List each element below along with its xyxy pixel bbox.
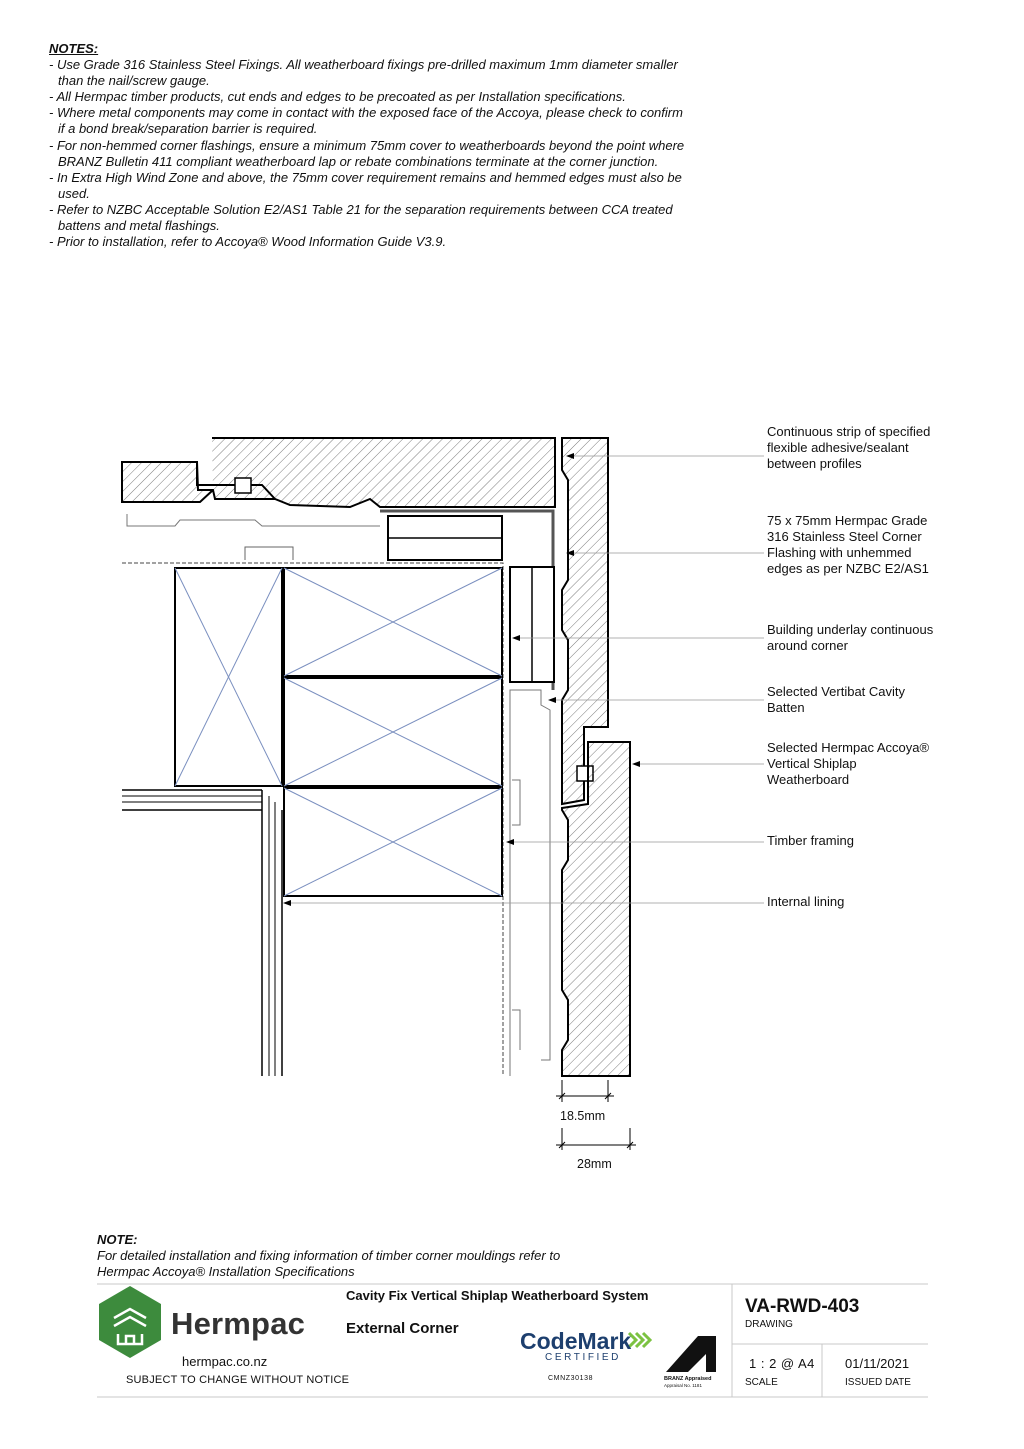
system-title: Cavity Fix Vertical Shiplap Weatherboard System	[346, 1288, 649, 1303]
website-link[interactable]: hermpac.co.nz	[182, 1354, 268, 1369]
dimension-18-5mm: 18.5mm	[560, 1109, 606, 1123]
codemark-number: CMNZ30138	[548, 1375, 594, 1382]
note-item: - Use Grade 316 Stainless Steel Fixings. All weatherboard fixings pre-drilled maximum 1mm diameter smaller than the nail/screw gauge.	[49, 57, 678, 89]
note-item: - In Extra High Wind Zone and above, the 75mm cover requirement remains and hemmed edges must also be used.	[49, 169, 682, 201]
codemark-chevrons-icon	[629, 1333, 650, 1347]
codemark-certified: CERTIFIED	[545, 1352, 621, 1363]
note-item: - Refer to NZBC Acceptable Solution E2/AS1 Table 21 for the separation requirements between CCA treated battens and metal flashings.	[49, 201, 673, 234]
note-item: - For non-hemmed corner flashings, ensure a minimum 75mm cover to weatherboards beyond the point where BRANZ Bulletin 411 compliant weatherboard lap or rebate combinations terminate at the corner junction.	[49, 137, 685, 169]
callout-cavity-batten: Selected Vertibat Cavity Batten	[767, 684, 906, 715]
issued-date-value: 01/11/2021	[845, 1356, 910, 1371]
note-line: Hermpac Accoya® Installation Specifications	[97, 1264, 355, 1280]
branz-logo-icon	[666, 1336, 716, 1372]
hermpac-logo	[99, 1286, 161, 1358]
issued-date-label: ISSUED DATE	[845, 1377, 911, 1388]
fixing-square	[235, 478, 251, 493]
callout-internal-lining: Internal lining	[767, 894, 845, 909]
callout-weatherboard: Selected Hermpac Accoya® Vertical Shiplap Weatherboard	[767, 740, 930, 787]
notes-heading: NOTES:	[49, 41, 99, 56]
dimension-28mm: 28mm	[577, 1157, 612, 1171]
branz-number: Appraisal No. 1181	[664, 1383, 702, 1388]
sheet-title: External Corner	[346, 1320, 459, 1337]
branz-label: BRANZ Appraised	[664, 1376, 712, 1382]
callout-building-underlay: Building underlay continuous around corner	[767, 622, 934, 653]
drawing-number: VA-RWD-403	[745, 1296, 860, 1317]
callout-timber-framing: Timber framing	[767, 833, 854, 848]
internal-lining	[122, 790, 282, 1076]
subject-notice: SUBJECT TO CHANGE WITHOUT NOTICE	[126, 1374, 350, 1386]
callout-sealant: Continuous strip of specified flexible adhesive/sealant between profiles	[767, 424, 931, 471]
note-item: - All Hermpac timber products, cut ends and edges to be precoated as per Installation specifications.	[49, 89, 626, 105]
horizontal-weatherboard	[122, 438, 555, 507]
installation-note	[97, 1232, 560, 1281]
scale-label: SCALE	[745, 1377, 778, 1388]
note-line: For detailed installation and fixing information of timber corner mouldings refer to	[97, 1248, 561, 1264]
callout-corner-flashing: 75 x 75mm Hermpac Grade 316 Stainless Steel Corner Flashing with unhemmed edges as per NZBC E2/AS1	[767, 513, 929, 576]
brand-name: Hermpac	[171, 1306, 306, 1341]
codemark-logo-text: CodeMark	[520, 1328, 632, 1354]
drawing-label: DRAWING	[745, 1319, 793, 1330]
scale-value: 1 : 2 @ A4	[749, 1356, 815, 1371]
note-item: - Prior to installation, refer to Accoya® Wood Information Guide V3.9.	[49, 234, 447, 250]
note-heading: NOTE:	[97, 1232, 138, 1247]
note-item: - Where metal components may come in contact with the exposed face of the Accoya, please check to confirm if a bond break/separation barrier is required.	[49, 105, 683, 137]
